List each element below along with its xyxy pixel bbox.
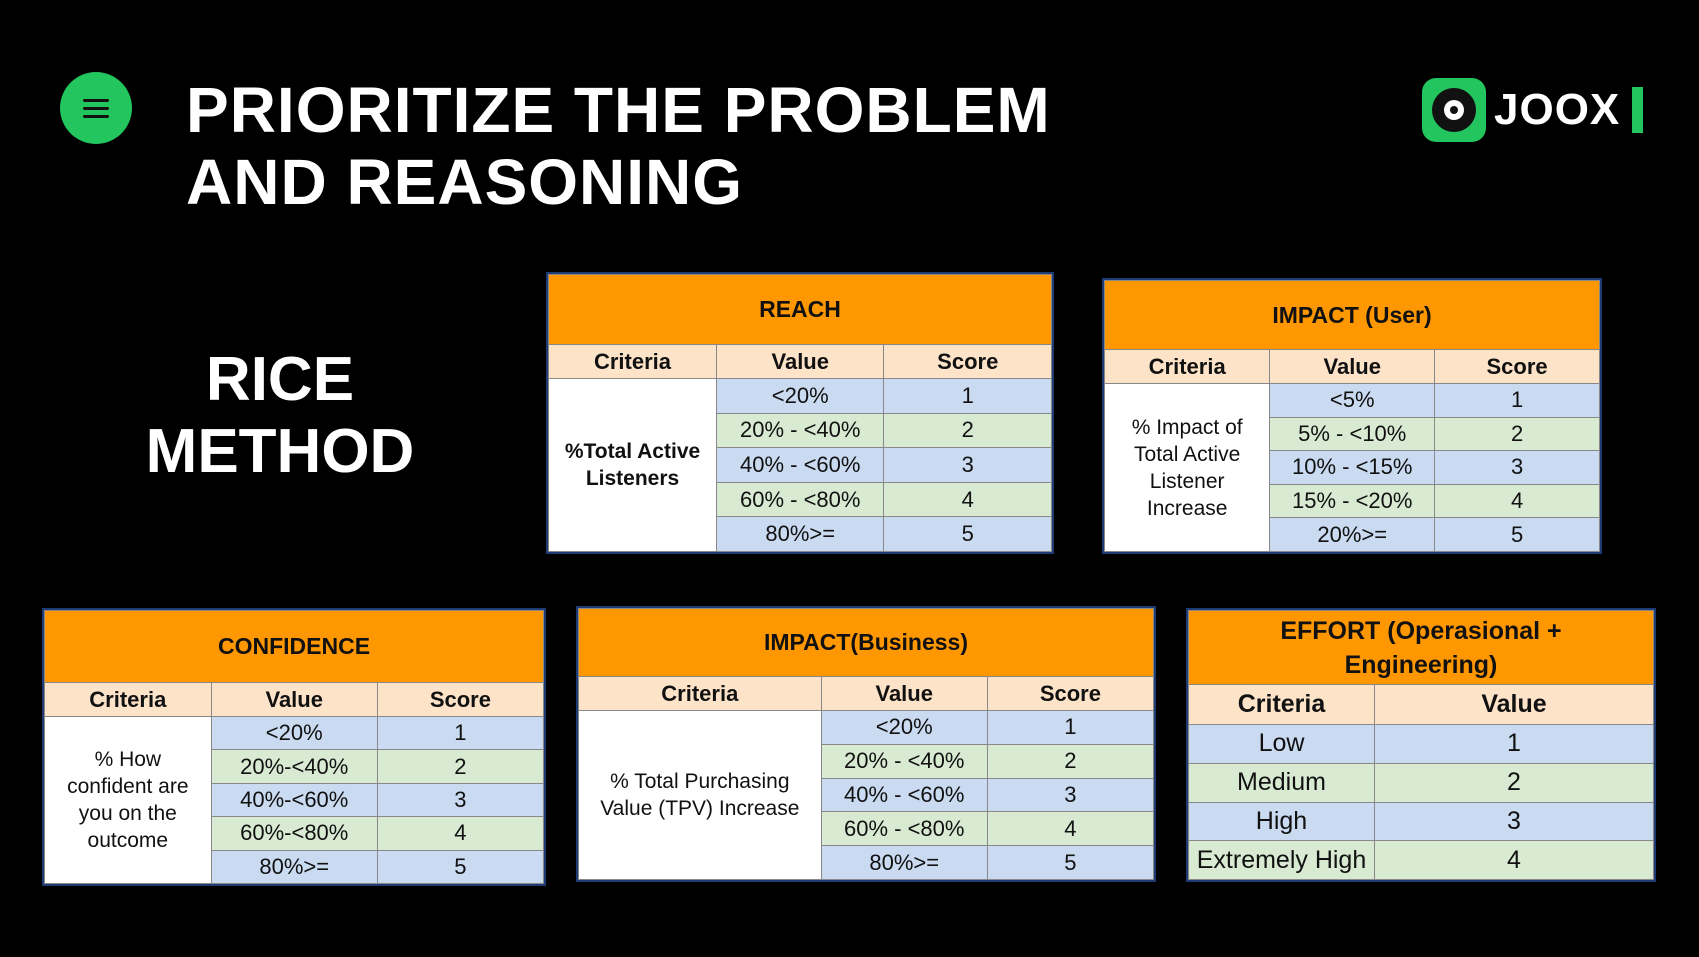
column-header-criteria: Criteria: [579, 677, 822, 711]
column-header-criteria: Criteria: [1189, 685, 1375, 725]
confidence-criteria: % How confident are you on the outcome: [45, 717, 212, 884]
column-header-score: Score: [1435, 350, 1600, 384]
value-cell: <20%: [717, 379, 884, 414]
column-header-score: Score: [884, 345, 1052, 379]
score-cell: 5: [884, 517, 1052, 552]
page-title: [186, 74, 1051, 218]
value-cell: 10% - <15%: [1270, 451, 1435, 485]
column-header-value: Value: [821, 677, 987, 711]
joox-logo: [1422, 78, 1643, 142]
joox-logo-text: JOOX: [1494, 85, 1621, 134]
criteria-cell: Low: [1189, 725, 1375, 764]
score-cell: 4: [987, 812, 1153, 846]
joox-logo-bar: [1632, 87, 1643, 133]
effort-title-line1: EFFORT (Operasional +: [1280, 616, 1562, 645]
method-label-line2: METHOD: [145, 417, 415, 486]
value-cell: 40% - <60%: [821, 778, 987, 812]
criteria-cell: High: [1189, 802, 1375, 841]
value-cell: 40%-<60%: [211, 783, 377, 816]
confidence-table: [42, 608, 546, 886]
value-cell: 15% - <20%: [1270, 484, 1435, 518]
method-label-line1: RICE: [205, 345, 355, 414]
value-cell: 80%>=: [717, 517, 884, 552]
score-cell: 1: [987, 711, 1153, 745]
score-cell: 4: [884, 482, 1052, 517]
column-header-value: Value: [1270, 350, 1435, 384]
reach-table: [546, 272, 1054, 554]
table-row: [579, 711, 1154, 745]
value-cell: 80%>=: [821, 846, 987, 880]
method-label: [120, 344, 440, 488]
menu-icon-bar: [83, 99, 109, 102]
score-cell: 2: [1435, 417, 1600, 451]
table-row: [1189, 841, 1654, 880]
value-cell: 20% - <40%: [717, 413, 884, 448]
score-cell: 3: [987, 778, 1153, 812]
score-cell: 5: [1435, 518, 1600, 552]
impact-business-title: IMPACT(Business): [579, 609, 1154, 677]
score-cell: 1: [377, 717, 543, 750]
table-row: [549, 379, 1052, 414]
effort-table: [1186, 608, 1656, 882]
impact-user-title: IMPACT (User): [1105, 281, 1600, 350]
column-header-value: Value: [211, 683, 377, 717]
score-cell: 4: [1435, 484, 1600, 518]
value-cell: 60% - <80%: [717, 482, 884, 517]
table-row: [1189, 802, 1654, 841]
value-cell: 2: [1375, 763, 1654, 802]
impact-user-table: [1102, 278, 1602, 554]
score-cell: 2: [377, 750, 543, 783]
score-cell: 4: [377, 817, 543, 850]
score-cell: 3: [377, 783, 543, 816]
value-cell: 20% - <40%: [821, 744, 987, 778]
table-row: [1189, 725, 1654, 764]
value-cell: 20%>=: [1270, 518, 1435, 552]
score-cell: 5: [987, 846, 1153, 880]
value-cell: <5%: [1270, 384, 1435, 418]
page-title-line1: PRIORITIZE THE PROBLEM: [186, 74, 1051, 146]
column-header-criteria: Criteria: [45, 683, 212, 717]
value-cell: 1: [1375, 725, 1654, 764]
menu-icon-bar: [83, 115, 109, 118]
reach-criteria: %Total Active Listeners: [549, 379, 717, 552]
value-cell: 20%-<40%: [211, 750, 377, 783]
column-header-value: Value: [1375, 685, 1654, 725]
confidence-title: CONFIDENCE: [45, 611, 544, 683]
criteria-cell: Extremely High: [1189, 841, 1375, 880]
value-cell: 4: [1375, 841, 1654, 880]
score-cell: 1: [884, 379, 1052, 414]
impact-business-table: [576, 606, 1156, 882]
joox-logo-icon: [1422, 78, 1486, 142]
table-row: [1189, 763, 1654, 802]
effort-title: [1189, 611, 1654, 685]
score-cell: 1: [1435, 384, 1600, 418]
column-header-score: Score: [377, 683, 543, 717]
score-cell: 3: [1435, 451, 1600, 485]
menu-button[interactable]: [60, 72, 132, 144]
value-cell: 60% - <80%: [821, 812, 987, 846]
column-header-score: Score: [987, 677, 1153, 711]
criteria-cell: Medium: [1189, 763, 1375, 802]
value-cell: 40% - <60%: [717, 448, 884, 483]
score-cell: 5: [377, 850, 543, 883]
table-row: [45, 717, 544, 750]
value-cell: 80%>=: [211, 850, 377, 883]
score-cell: 3: [884, 448, 1052, 483]
impact-user-criteria: % Impact of Total Active Listener Increase: [1105, 384, 1270, 552]
value-cell: 5% - <10%: [1270, 417, 1435, 451]
effort-title-line2: Engineering): [1344, 650, 1498, 679]
score-cell: 2: [884, 413, 1052, 448]
reach-title: REACH: [549, 275, 1052, 345]
column-header-criteria: Criteria: [549, 345, 717, 379]
menu-icon-bar: [83, 107, 109, 110]
value-cell: 3: [1375, 802, 1654, 841]
table-row: [1105, 384, 1600, 418]
column-header-criteria: Criteria: [1105, 350, 1270, 384]
value-cell: <20%: [211, 717, 377, 750]
value-cell: <20%: [821, 711, 987, 745]
value-cell: 60%-<80%: [211, 817, 377, 850]
score-cell: 2: [987, 744, 1153, 778]
page-title-line2: AND REASONING: [186, 146, 744, 218]
impact-business-criteria: % Total Purchasing Value (TPV) Increase: [579, 711, 822, 880]
column-header-value: Value: [717, 345, 884, 379]
